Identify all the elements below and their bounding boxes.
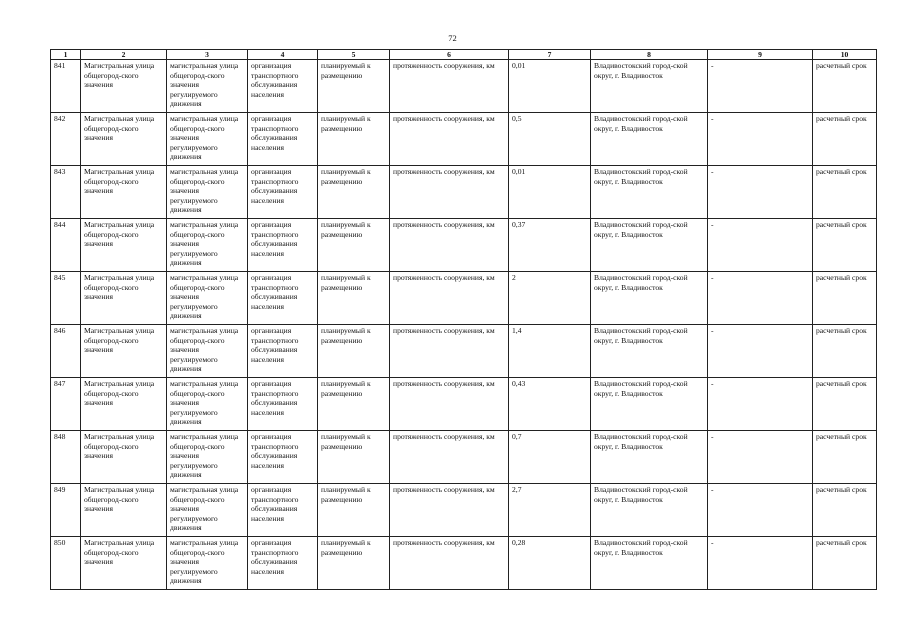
value-cell: 1,4	[509, 325, 591, 378]
object-name-cell: Магистральная улица общегород-ского значения	[81, 60, 167, 113]
zone-cell: -	[708, 484, 813, 537]
row-number-cell: 847	[51, 378, 81, 431]
table-row	[51, 537, 877, 590]
table-row	[51, 113, 877, 166]
purpose-cell: организация транспортного обслуживания населения	[248, 484, 318, 537]
purpose-cell: организация транспортного обслуживания населения	[248, 219, 318, 272]
zone-cell: -	[708, 113, 813, 166]
parameter-cell: протяженность сооружения, км	[390, 166, 509, 219]
row-number-cell: 848	[51, 431, 81, 484]
row-number-cell: 843	[51, 166, 81, 219]
row-number-cell: 846	[51, 325, 81, 378]
purpose-cell: организация транспортного обслуживания населения	[248, 166, 318, 219]
status-cell: планируемый к размещению	[318, 325, 390, 378]
object-kind-cell: магистральная улица общегород-ского значения регулируемого движения	[167, 431, 248, 484]
parameter-cell: протяженность сооружения, км	[390, 378, 509, 431]
value-cell: 0,37	[509, 219, 591, 272]
status-cell: планируемый к размещению	[318, 166, 390, 219]
purpose-cell: организация транспортного обслуживания населения	[248, 325, 318, 378]
zone-cell: -	[708, 166, 813, 219]
value-cell: 0,7	[509, 431, 591, 484]
column-header: 8	[591, 50, 708, 60]
column-header: 10	[813, 50, 877, 60]
status-cell: планируемый к размещению	[318, 272, 390, 325]
location-cell: Владивостокский город-ской округ, г. Владивосток	[591, 166, 708, 219]
status-cell: планируемый к размещению	[318, 484, 390, 537]
row-number-cell: 841	[51, 60, 81, 113]
object-kind-cell: магистральная улица общегород-ского значения регулируемого движения	[167, 272, 248, 325]
column-header: 9	[708, 50, 813, 60]
zone-cell: -	[708, 219, 813, 272]
table-row	[51, 484, 877, 537]
location-cell: Владивостокский город-ской округ, г. Владивосток	[591, 113, 708, 166]
column-header: 7	[509, 50, 591, 60]
zone-cell: -	[708, 272, 813, 325]
object-kind-cell: магистральная улица общегород-ского значения регулируемого движения	[167, 166, 248, 219]
object-name-cell: Магистральная улица общегород-ского значения	[81, 431, 167, 484]
parameter-cell: протяженность сооружения, км	[390, 325, 509, 378]
table-row	[51, 378, 877, 431]
object-kind-cell: магистральная улица общегород-ского значения регулируемого движения	[167, 60, 248, 113]
object-name-cell: Магистральная улица общегород-ского значения	[81, 484, 167, 537]
column-header: 4	[248, 50, 318, 60]
row-number-cell: 844	[51, 219, 81, 272]
parameter-cell: протяженность сооружения, км	[390, 431, 509, 484]
object-kind-cell: магистральная улица общегород-ского значения регулируемого движения	[167, 219, 248, 272]
row-number-cell: 850	[51, 537, 81, 590]
object-name-cell: Магистральная улица общегород-ского значения	[81, 378, 167, 431]
object-name-cell: Магистральная улица общегород-ского значения	[81, 219, 167, 272]
parameter-cell: протяженность сооружения, км	[390, 60, 509, 113]
value-cell: 0,28	[509, 537, 591, 590]
location-cell: Владивостокский город-ской округ, г. Владивосток	[591, 537, 708, 590]
page-number: 72	[448, 33, 457, 43]
column-header: 5	[318, 50, 390, 60]
term-cell: расчетный срок	[813, 431, 877, 484]
term-cell: расчетный срок	[813, 272, 877, 325]
object-kind-cell: магистральная улица общегород-ского значения регулируемого движения	[167, 378, 248, 431]
purpose-cell: организация транспортного обслуживания населения	[248, 537, 318, 590]
zone-cell: -	[708, 537, 813, 590]
status-cell: планируемый к размещению	[318, 431, 390, 484]
location-cell: Владивостокский город-ской округ, г. Владивосток	[591, 60, 708, 113]
object-kind-cell: магистральная улица общегород-ского значения регулируемого движения	[167, 484, 248, 537]
value-cell: 0,01	[509, 166, 591, 219]
status-cell: планируемый к размещению	[318, 378, 390, 431]
location-cell: Владивостокский город-ской округ, г. Владивосток	[591, 484, 708, 537]
term-cell: расчетный срок	[813, 325, 877, 378]
location-cell: Владивостокский город-ской округ, г. Владивосток	[591, 219, 708, 272]
location-cell: Владивостокский город-ской округ, г. Владивосток	[591, 378, 708, 431]
table-row	[51, 272, 877, 325]
zone-cell: -	[708, 378, 813, 431]
term-cell: расчетный срок	[813, 537, 877, 590]
parameter-cell: протяженность сооружения, км	[390, 484, 509, 537]
purpose-cell: организация транспортного обслуживания населения	[248, 272, 318, 325]
table-row	[51, 325, 877, 378]
object-name-cell: Магистральная улица общегород-ского значения	[81, 325, 167, 378]
object-name-cell: Магистральная улица общегород-ского значения	[81, 113, 167, 166]
purpose-cell: организация транспортного обслуживания населения	[248, 431, 318, 484]
row-number-cell: 842	[51, 113, 81, 166]
status-cell: планируемый к размещению	[318, 60, 390, 113]
object-kind-cell: магистральная улица общегород-ского значения регулируемого движения	[167, 113, 248, 166]
term-cell: расчетный срок	[813, 113, 877, 166]
object-name-cell: Магистральная улица общегород-ского значения	[81, 166, 167, 219]
object-name-cell: Магистральная улица общегород-ского значения	[81, 537, 167, 590]
status-cell: планируемый к размещению	[318, 537, 390, 590]
zone-cell: -	[708, 60, 813, 113]
value-cell: 2	[509, 272, 591, 325]
status-cell: планируемый к размещению	[318, 219, 390, 272]
term-cell: расчетный срок	[813, 378, 877, 431]
status-cell: планируемый к размещению	[318, 113, 390, 166]
object-kind-cell: магистральная улица общегород-ского значения регулируемого движения	[167, 325, 248, 378]
table-row	[51, 166, 877, 219]
parameter-cell: протяженность сооружения, км	[390, 113, 509, 166]
zone-cell: -	[708, 431, 813, 484]
location-cell: Владивостокский город-ской округ, г. Владивосток	[591, 325, 708, 378]
purpose-cell: организация транспортного обслуживания населения	[248, 113, 318, 166]
parameter-cell: протяженность сооружения, км	[390, 272, 509, 325]
table-row	[51, 431, 877, 484]
value-cell: 0,43	[509, 378, 591, 431]
purpose-cell: организация транспортного обслуживания населения	[248, 378, 318, 431]
location-cell: Владивостокский город-ской округ, г. Владивосток	[591, 431, 708, 484]
value-cell: 0,01	[509, 60, 591, 113]
column-header: 3	[167, 50, 248, 60]
row-number-cell: 849	[51, 484, 81, 537]
table-row	[51, 60, 877, 113]
objects-table	[50, 49, 877, 590]
term-cell: расчетный срок	[813, 60, 877, 113]
term-cell: расчетный срок	[813, 219, 877, 272]
object-name-cell: Магистральная улица общегород-ского значения	[81, 272, 167, 325]
table-header-row	[51, 50, 877, 60]
value-cell: 0,5	[509, 113, 591, 166]
location-cell: Владивостокский город-ской округ, г. Владивосток	[591, 272, 708, 325]
parameter-cell: протяженность сооружения, км	[390, 537, 509, 590]
term-cell: расчетный срок	[813, 166, 877, 219]
table-row	[51, 219, 877, 272]
parameter-cell: протяженность сооружения, км	[390, 219, 509, 272]
value-cell: 2,7	[509, 484, 591, 537]
row-number-cell: 845	[51, 272, 81, 325]
object-kind-cell: магистральная улица общегород-ского значения регулируемого движения	[167, 537, 248, 590]
purpose-cell: организация транспортного обслуживания населения	[248, 60, 318, 113]
table-body	[51, 60, 877, 590]
column-header: 6	[390, 50, 509, 60]
column-header: 1	[51, 50, 81, 60]
column-header: 2	[81, 50, 167, 60]
zone-cell: -	[708, 325, 813, 378]
term-cell: расчетный срок	[813, 484, 877, 537]
